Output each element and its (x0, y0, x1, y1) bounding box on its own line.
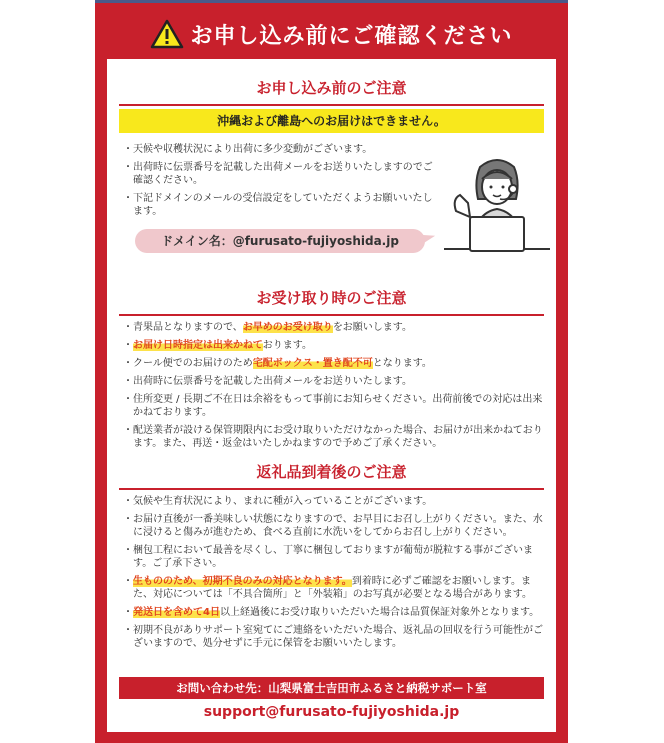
section1-list (123, 143, 438, 223)
section-title-before-order: お申し込み前のご注意 (119, 77, 544, 106)
domain-bubble: ドメイン名：@furusato-fujiyoshida.jp (135, 229, 425, 253)
section-title-on-receipt: お受け取り時のご注意 (119, 287, 544, 316)
section2-list (123, 321, 543, 455)
list-item: ・ 配送業者が設ける保管期限内にお受け取りいただけなかった場合、お届けが出来かねております。また、再送・返金はいたしかねますので予めご了承ください。 (123, 424, 543, 450)
list-item: ・ 梱包工程において最善を尽くし、丁寧に梱包しておりますが葡萄が脱粒する事がございます。ご了承下さい。 (123, 544, 543, 570)
list-item: ・ 青果品となりますので、お早めのお受け取りをお願いします。 (123, 321, 543, 334)
section-title-after-arrival: 返礼品到着後のご注意 (119, 461, 544, 490)
list-item: ・ クール便でのお届けのため宅配ボックス・置き配不可となります。 (123, 357, 543, 370)
list-item: ・ 発送日を含めて4日以上経過後にお受け取りいただいた場合は品質保証対象外となります。 (123, 606, 543, 619)
okinawa-banner: 沖縄および離島へのお届けはできません。 (119, 109, 544, 133)
support-email-link[interactable]: support@furusato-fujiyoshida.jp (203, 704, 460, 720)
list-item: ・ 生もののため、初期不良のみの対応となります。到着時に必ずご確認をお願いします。また、対応については「不具合箇所」と「外装箱」のお写真が必要となる場合があります。 (123, 575, 543, 601)
operator-illustration (442, 151, 552, 261)
header-title: お申し込み前にご確認ください (190, 23, 513, 49)
list-item: ・ 出荷時に伝票番号を記載した出荷メールをお送りいたします。 (123, 375, 543, 388)
list-item: ・ 住所変更 / 長期ご不在日は余裕をもって事前にお知らせください。出荷前後での対応は出来かねております。 (123, 393, 543, 419)
warning-icon (150, 19, 184, 49)
list-item: ・ お届け直後が一番美味しい状態になりますので、お早目にお召し上がりください。また、水に浸けると傷みが進むため、食べる直前に水洗いをしてからお召し上がりください。 (123, 513, 543, 539)
list-item: ・ 下記ドメインのメールの受信設定をしていただくようお願いいたします。 (123, 192, 438, 218)
notice-panel (95, 0, 568, 743)
header (95, 11, 568, 57)
list-item: ・ お届け日時指定は出来かねております。 (123, 339, 543, 352)
list-item: ・ 天候や収穫状況により出荷に多少変動がございます。 (123, 143, 438, 156)
list-item: ・ 初期不良がありサポート室宛てにご連絡をいただいた場合、返礼品の回収を行う可能性がございますので、処分せずに手元に保管をお願いいたします。 (123, 624, 543, 650)
section3-list (123, 495, 543, 655)
list-item: ・ 気候や生育状況により、まれに種が入っていることがございます。 (123, 495, 543, 508)
notice-card (107, 59, 556, 732)
list-item: ・ 出荷時に伝票番号を記載した出荷メールをお送りいたしますのでご確認ください。 (123, 161, 438, 187)
contact-label: お問い合わせ先：山梨県富士吉田市ふるさと納税サポート室 (119, 677, 544, 699)
